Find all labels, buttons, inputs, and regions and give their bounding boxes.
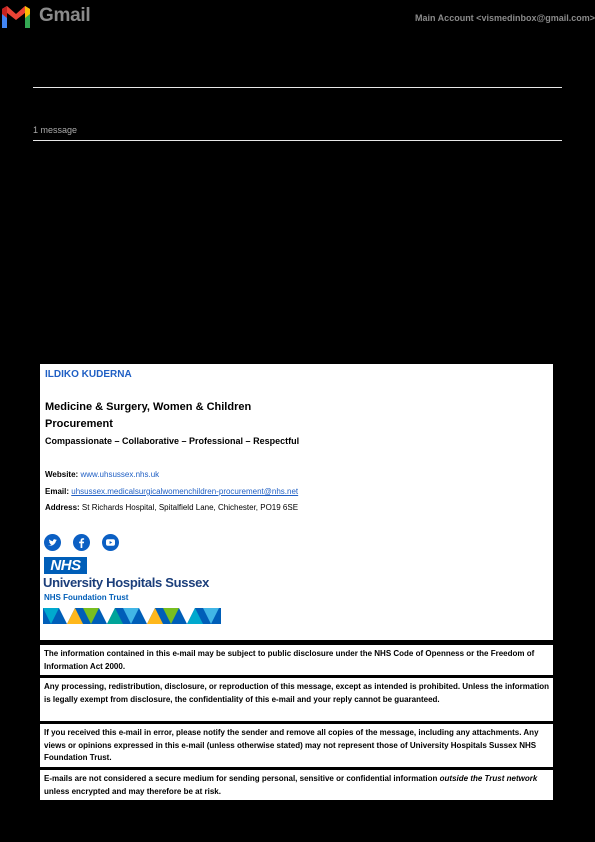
header-divider	[33, 87, 562, 88]
disclaimer-2: Any processing, redistribution, disclosure, or reproduction of this message, except as intended is prohibited. Unless the information is legally exempt from disclosure, the confidentiality of this e-mail and your reply cannot be guaranteed.	[40, 678, 553, 721]
disclaimer-4-prefix: E-mails are not considered a secure medium for sending personal, sensitive or confidential information	[44, 774, 440, 783]
signature-values: Compassionate – Collaborative – Professional – Respectful	[45, 436, 300, 446]
disclaimer-1: The information contained in this e-mail may be subject to public disclosure under the NHS Code of Openness or the Freedom of Information Act 2000.	[40, 645, 553, 675]
trust-name: NHS Foundation Trust	[44, 593, 129, 602]
gmail-wordmark: Gmail	[39, 5, 91, 26]
email-signature	[40, 364, 553, 640]
account-label: Main Account <vismedinbox@gmail.com>	[415, 13, 595, 23]
thread-divider	[33, 140, 562, 141]
signature-department: Medicine & Surgery, Women & Children	[45, 401, 252, 413]
signature-name: ILDIKO KUDERNA	[45, 369, 132, 380]
decorative-triangle-stripe	[43, 608, 221, 624]
website-line	[45, 470, 159, 479]
disclaimer-3: If you received this e-mail in error, please notify the sender and remove all copies of the message, including any attachments. Any views or opinions expressed in this e-mail (unless otherwise stated) may not represent those of University Hospitals Sussex NHS Foundation Trust.	[40, 724, 553, 767]
website-link[interactable]: www.uhsussex.nhs.uk	[80, 470, 160, 479]
website-label: Website:	[45, 470, 79, 479]
nhs-logo: NHS	[44, 557, 87, 574]
disclaimer-4	[40, 770, 553, 800]
facebook-icon[interactable]	[73, 534, 90, 551]
twitter-icon[interactable]	[44, 534, 61, 551]
email-label: Email:	[45, 487, 70, 496]
signature-team: Procurement	[45, 418, 113, 430]
address-label: Address:	[45, 503, 80, 512]
disclaimer-4-emphasis: outside the Trust network	[439, 774, 538, 783]
address-line	[45, 503, 298, 512]
gmail-header	[0, 0, 595, 36]
message-count: 1 message	[33, 125, 78, 135]
email-link[interactable]: uhsussex.medicalsurgicalwomenchildren-procurement@nhs.net	[71, 487, 299, 496]
youtube-icon[interactable]	[102, 534, 119, 551]
gmail-logo-icon	[0, 4, 32, 28]
organisation-name: University Hospitals Sussex	[43, 575, 210, 590]
address-text: St Richards Hospital, Spitalfield Lane, Chichester, PO19 6SE	[81, 503, 299, 512]
disclaimer-4-suffix: unless encrypted and may therefore be at risk.	[44, 786, 221, 796]
email-line	[45, 487, 298, 496]
